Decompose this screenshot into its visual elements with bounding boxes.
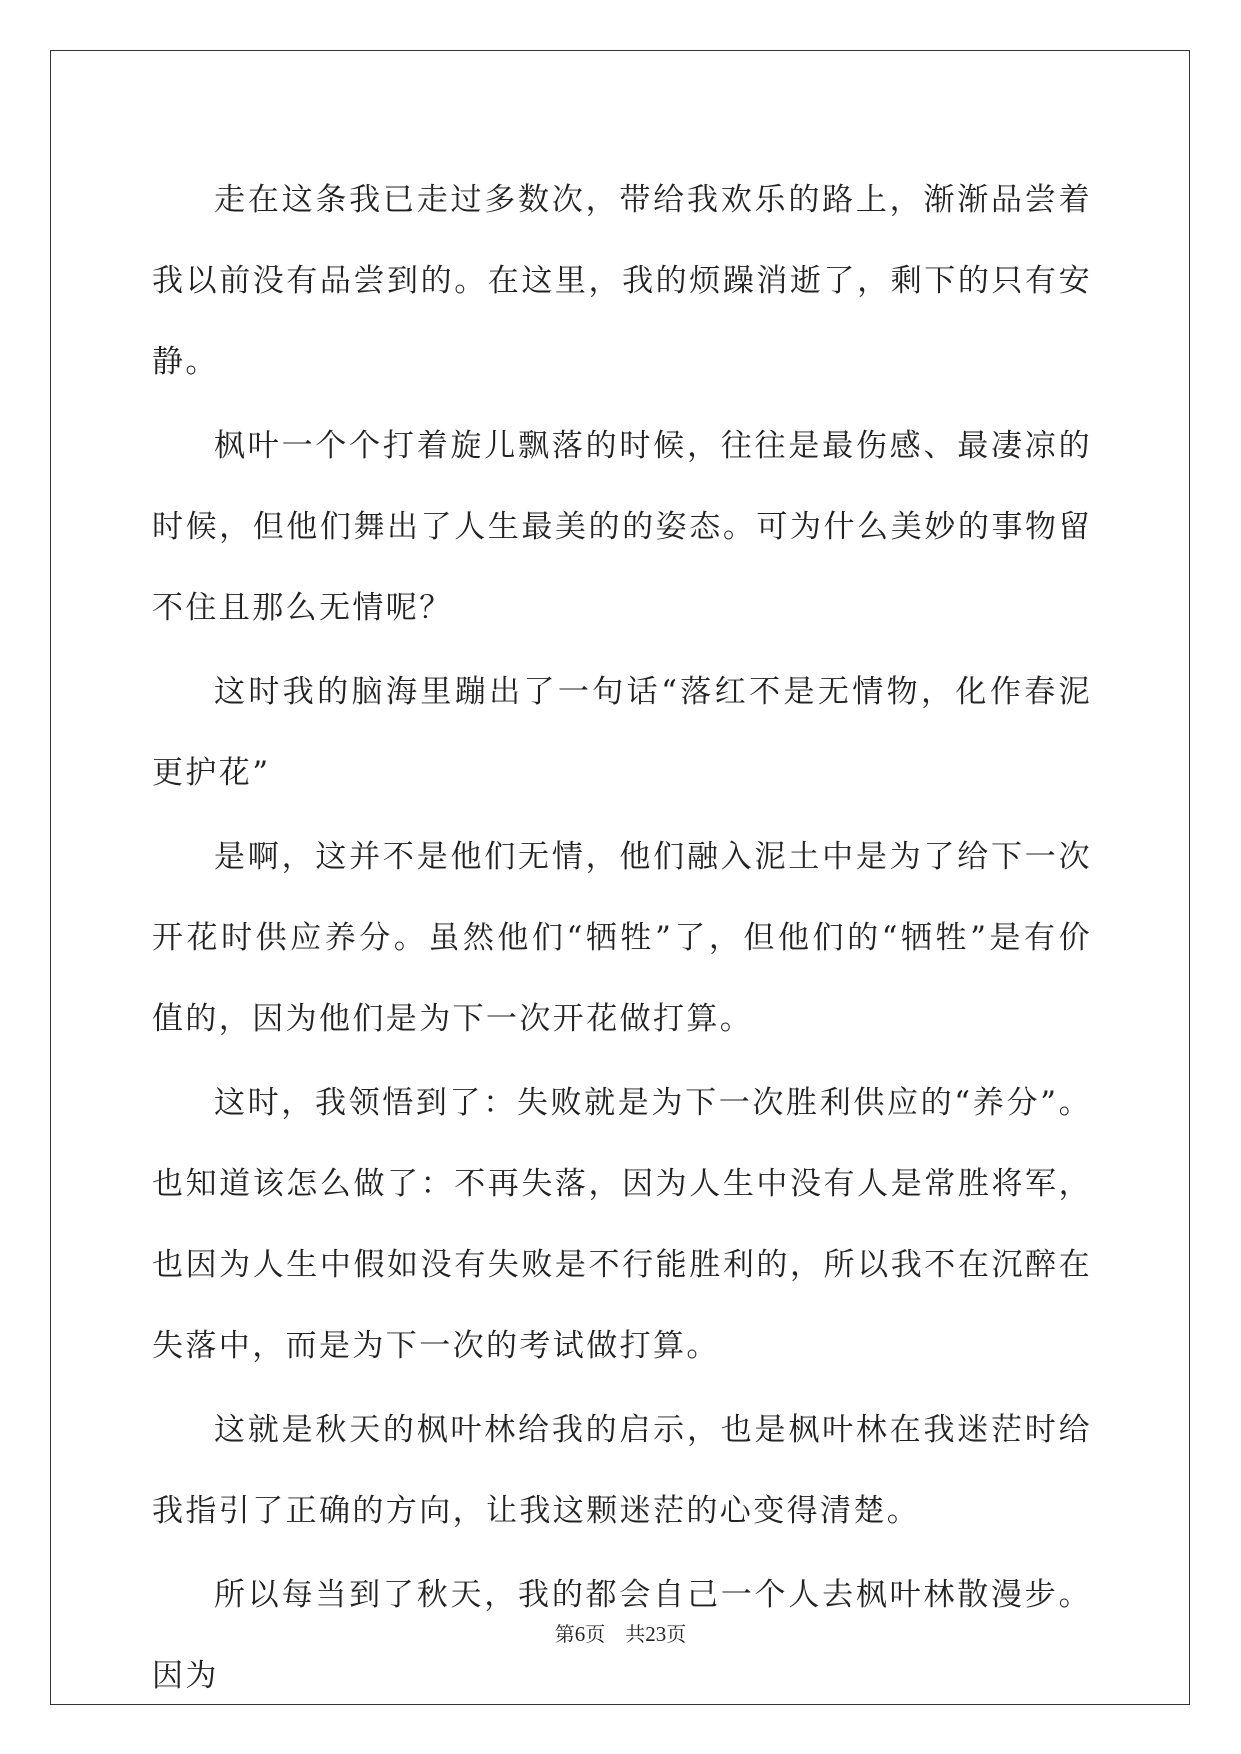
page-number: 6: [574, 1622, 586, 1646]
page-prefix: 第: [554, 1622, 575, 1646]
paragraph: 走在这条我已走过多数次，带给我欢乐的路上，渐渐品尝着我以前没有品尝到的。在这里，我的烦躁消逝了，剩下的只有安静。: [152, 182, 1092, 380]
paragraph: 这时我的脑海里蹦出了一句话“落红不是无情物，化作春泥更护花”: [152, 674, 1092, 791]
total-prefix: 共: [625, 1622, 646, 1646]
page-footer: [0, 1618, 1241, 1647]
paragraph: 枫叶一个个打着旋儿飘落的时候，往往是最伤感、最凄凉的时候，但他们舞出了人生最美的的姿态。可为什么美妙的事物留不住且那么无情呢？: [152, 428, 1092, 626]
paragraph: 所以每当到了秋天，我的都会自己一个人去枫叶林散漫步。因为: [152, 1577, 1092, 1694]
paragraph: 这就是秋天的枫叶林给我的启示，也是枫叶林在我迷茫时给我指引了正确的方向，让我这颗迷茫的心变得清楚。: [152, 1412, 1092, 1529]
page-suffix: 页: [585, 1622, 606, 1646]
total-pages: 23: [645, 1622, 667, 1646]
total-suffix: 页: [666, 1622, 687, 1646]
document-body: [152, 160, 1092, 1720]
paragraph: 是啊，这并不是他们无情，他们融入泥土中是为了给下一次开花时供应养分。虽然他们“牺牲”了，但他们的“牺牲”是有价值的，因为他们是为下一次开花做打算。: [152, 839, 1092, 1037]
paragraph: 这时，我领悟到了：失败就是为下一次胜利供应的“养分”。也知道该怎么做了：不再失落，因为人生中没有人是常胜将军，也因为人生中假如没有失败是不行能胜利的，所以我不在沉醉在失落中，而是为下一次的考试做打算。: [152, 1085, 1092, 1364]
